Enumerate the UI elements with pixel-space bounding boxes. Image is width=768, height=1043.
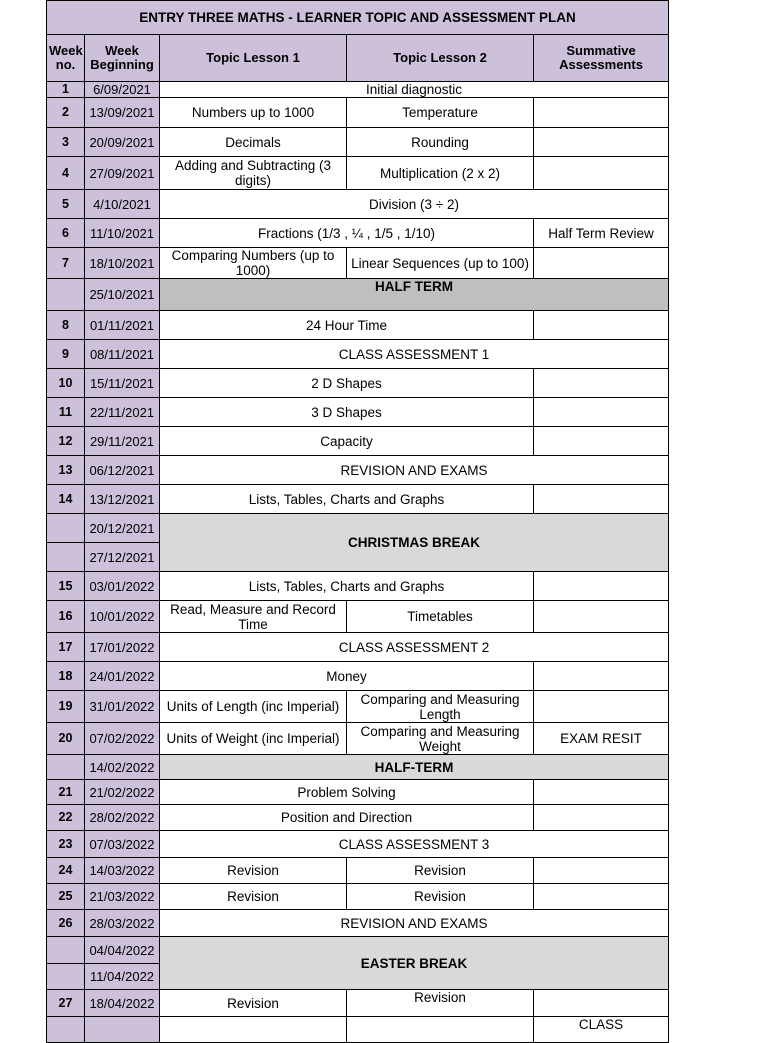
header-week-no: Week no. bbox=[47, 35, 85, 82]
summative-assessment-cell: CLASS bbox=[534, 1017, 669, 1043]
week-number-cell: 2 bbox=[47, 98, 85, 128]
topic-lesson-2-cell bbox=[347, 1017, 534, 1043]
topic-lesson-1-cell: Numbers up to 1000 bbox=[160, 98, 347, 128]
table-row bbox=[47, 691, 669, 723]
week-number-cell: 26 bbox=[47, 910, 85, 937]
week-number-cell: 18 bbox=[47, 662, 85, 691]
table-row bbox=[47, 190, 669, 219]
full-width-topic-cell: REVISION AND EXAMS bbox=[160, 910, 669, 937]
table-row bbox=[47, 219, 669, 248]
topic-lesson-1-cell: Adding and Subtracting (3 digits) bbox=[160, 157, 347, 190]
combined-topic-cell: 3 D Shapes bbox=[160, 398, 534, 427]
week-number-cell bbox=[47, 755, 85, 780]
week-beginning-cell: 11/04/2022 bbox=[85, 964, 160, 990]
table-row bbox=[47, 456, 669, 485]
table-row bbox=[47, 572, 669, 601]
week-number-cell: 12 bbox=[47, 427, 85, 456]
full-width-topic-cell: Initial diagnostic bbox=[160, 82, 669, 98]
table-row bbox=[47, 937, 669, 964]
summative-assessment-cell bbox=[534, 157, 669, 190]
table-row bbox=[47, 279, 669, 311]
week-beginning-cell: 20/09/2021 bbox=[85, 128, 160, 157]
combined-topic-cell: Fractions (1/3 , ¼ , 1/5 , 1/10) bbox=[160, 219, 534, 248]
full-width-topic-cell: CLASS ASSESSMENT 1 bbox=[160, 340, 669, 369]
combined-topic-cell: Position and Direction bbox=[160, 805, 534, 831]
summative-assessment-cell: EXAM RESIT bbox=[534, 723, 669, 755]
week-number-cell: 5 bbox=[47, 190, 85, 219]
week-number-cell bbox=[47, 514, 85, 543]
table-row bbox=[47, 990, 669, 1017]
week-number-cell: 13 bbox=[47, 456, 85, 485]
header-topic-lesson-2: Topic Lesson 2 bbox=[347, 35, 534, 82]
summative-assessment-cell bbox=[534, 858, 669, 884]
header-topic-lesson-1: Topic Lesson 1 bbox=[160, 35, 347, 82]
week-number-cell: 7 bbox=[47, 248, 85, 279]
week-number-cell: 1 bbox=[47, 82, 85, 98]
combined-topic-cell: Lists, Tables, Charts and Graphs bbox=[160, 572, 534, 601]
topic-lesson-2-cell: Revision bbox=[347, 990, 534, 1017]
week-number-cell bbox=[47, 964, 85, 990]
week-number-cell: 6 bbox=[47, 219, 85, 248]
week-beginning-cell: 29/11/2021 bbox=[85, 427, 160, 456]
table-row bbox=[47, 662, 669, 691]
week-number-cell: 8 bbox=[47, 311, 85, 340]
week-number-cell: 17 bbox=[47, 633, 85, 662]
break-cell: HALF-TERM bbox=[160, 755, 669, 780]
week-beginning-cell: 21/02/2022 bbox=[85, 780, 160, 805]
full-width-topic-cell: Division (3 ÷ 2) bbox=[160, 190, 669, 219]
week-number-cell bbox=[47, 937, 85, 964]
week-beginning-cell: 14/03/2022 bbox=[85, 858, 160, 884]
table-row bbox=[47, 157, 669, 190]
topic-lesson-2-cell: Revision bbox=[347, 858, 534, 884]
combined-topic-cell: Capacity bbox=[160, 427, 534, 456]
week-beginning-cell: 6/09/2021 bbox=[85, 82, 160, 98]
week-number-cell: 25 bbox=[47, 884, 85, 910]
table-body bbox=[47, 1, 669, 1043]
week-number-cell: 23 bbox=[47, 831, 85, 858]
summative-assessment-cell bbox=[534, 485, 669, 514]
week-beginning-cell: 01/11/2021 bbox=[85, 311, 160, 340]
summative-assessment-cell bbox=[534, 662, 669, 691]
topic-lesson-2-cell: Linear Sequences (up to 100) bbox=[347, 248, 534, 279]
table-row bbox=[47, 884, 669, 910]
week-number-cell: 3 bbox=[47, 128, 85, 157]
week-beginning-cell: 04/04/2022 bbox=[85, 937, 160, 964]
topic-lesson-2-cell: Temperature bbox=[347, 98, 534, 128]
week-number-cell bbox=[47, 543, 85, 572]
week-beginning-cell: 10/01/2022 bbox=[85, 601, 160, 633]
week-number-cell bbox=[47, 279, 85, 311]
week-beginning-cell: 11/10/2021 bbox=[85, 219, 160, 248]
table-row bbox=[47, 633, 669, 662]
week-beginning-cell: 13/12/2021 bbox=[85, 485, 160, 514]
topic-lesson-1-cell bbox=[160, 1017, 347, 1043]
week-number-cell: 21 bbox=[47, 780, 85, 805]
table-row bbox=[47, 128, 669, 157]
table-row bbox=[47, 248, 669, 279]
combined-topic-cell: 24 Hour Time bbox=[160, 311, 534, 340]
topic-lesson-2-cell: Timetables bbox=[347, 601, 534, 633]
topic-lesson-1-cell: Revision bbox=[160, 858, 347, 884]
header-row bbox=[47, 35, 669, 82]
header-week-beginning: Week Beginning bbox=[85, 35, 160, 82]
summative-assessment-cell bbox=[534, 990, 669, 1017]
week-beginning-cell: 27/12/2021 bbox=[85, 543, 160, 572]
week-beginning-cell: 08/11/2021 bbox=[85, 340, 160, 369]
table-row bbox=[47, 780, 669, 805]
table-row bbox=[47, 398, 669, 427]
week-beginning-cell: 28/02/2022 bbox=[85, 805, 160, 831]
topic-lesson-1-cell: Revision bbox=[160, 990, 347, 1017]
week-beginning-cell: 24/01/2022 bbox=[85, 662, 160, 691]
summative-assessment-cell: Half Term Review bbox=[534, 219, 669, 248]
week-beginning-cell: 31/01/2022 bbox=[85, 691, 160, 723]
summative-assessment-cell bbox=[534, 601, 669, 633]
summative-assessment-cell bbox=[534, 691, 669, 723]
table-row bbox=[47, 485, 669, 514]
table-row bbox=[47, 858, 669, 884]
table-row bbox=[47, 98, 669, 128]
topic-lesson-1-cell: Revision bbox=[160, 884, 347, 910]
table-row bbox=[47, 601, 669, 633]
plan-title: ENTRY THREE MATHS - LEARNER TOPIC AND ASSESSMENT PLAN bbox=[47, 1, 669, 35]
table-row bbox=[47, 82, 669, 98]
week-number-cell: 10 bbox=[47, 369, 85, 398]
break-cell: CHRISTMAS BREAK bbox=[160, 514, 669, 572]
topic-lesson-1-cell: Read, Measure and Record Time bbox=[160, 601, 347, 633]
week-beginning-cell: 06/12/2021 bbox=[85, 456, 160, 485]
week-beginning-cell bbox=[85, 1017, 160, 1043]
summative-assessment-cell bbox=[534, 427, 669, 456]
week-beginning-cell: 14/02/2022 bbox=[85, 755, 160, 780]
table-row bbox=[47, 805, 669, 831]
week-number-cell bbox=[47, 1017, 85, 1043]
table-row bbox=[47, 755, 669, 780]
summative-assessment-cell bbox=[534, 780, 669, 805]
week-number-cell: 11 bbox=[47, 398, 85, 427]
topic-lesson-2-cell: Comparing and Measuring Length bbox=[347, 691, 534, 723]
summative-assessment-cell bbox=[534, 248, 669, 279]
table-row bbox=[47, 514, 669, 543]
title-row bbox=[47, 1, 669, 35]
topic-lesson-2-cell: Multiplication (2 x 2) bbox=[347, 157, 534, 190]
week-beginning-cell: 07/03/2022 bbox=[85, 831, 160, 858]
summative-assessment-cell bbox=[534, 128, 669, 157]
table-row bbox=[47, 311, 669, 340]
topic-assessment-plan-table bbox=[46, 0, 669, 1043]
combined-topic-cell: Lists, Tables, Charts and Graphs bbox=[160, 485, 534, 514]
week-beginning-cell: 28/03/2022 bbox=[85, 910, 160, 937]
week-beginning-cell: 13/09/2021 bbox=[85, 98, 160, 128]
summative-assessment-cell bbox=[534, 369, 669, 398]
full-width-topic-cell: REVISION AND EXAMS bbox=[160, 456, 669, 485]
summative-assessment-cell bbox=[534, 572, 669, 601]
summative-assessment-cell bbox=[534, 98, 669, 128]
table-row bbox=[47, 831, 669, 858]
week-beginning-cell: 22/11/2021 bbox=[85, 398, 160, 427]
table-row bbox=[47, 340, 669, 369]
topic-lesson-1-cell: Units of Length (inc Imperial) bbox=[160, 691, 347, 723]
summative-assessment-cell bbox=[534, 884, 669, 910]
break-cell: HALF TERM bbox=[160, 279, 669, 311]
full-width-topic-cell: CLASS ASSESSMENT 2 bbox=[160, 633, 669, 662]
week-beginning-cell: 20/12/2021 bbox=[85, 514, 160, 543]
break-cell: EASTER BREAK bbox=[160, 937, 669, 990]
week-beginning-cell: 07/02/2022 bbox=[85, 723, 160, 755]
week-beginning-cell: 27/09/2021 bbox=[85, 157, 160, 190]
combined-topic-cell: 2 D Shapes bbox=[160, 369, 534, 398]
table-row bbox=[47, 1017, 669, 1043]
table-row bbox=[47, 427, 669, 456]
topic-lesson-2-cell: Rounding bbox=[347, 128, 534, 157]
week-number-cell: 22 bbox=[47, 805, 85, 831]
week-beginning-cell: 15/11/2021 bbox=[85, 369, 160, 398]
table-row bbox=[47, 369, 669, 398]
full-width-topic-cell: CLASS ASSESSMENT 3 bbox=[160, 831, 669, 858]
header-summative-assessments: Summative Assessments bbox=[534, 35, 669, 82]
week-beginning-cell: 18/04/2022 bbox=[85, 990, 160, 1017]
topic-lesson-2-cell: Comparing and Measuring Weight bbox=[347, 723, 534, 755]
combined-topic-cell: Problem Solving bbox=[160, 780, 534, 805]
topic-lesson-1-cell: Decimals bbox=[160, 128, 347, 157]
week-beginning-cell: 21/03/2022 bbox=[85, 884, 160, 910]
week-beginning-cell: 18/10/2021 bbox=[85, 248, 160, 279]
week-beginning-cell: 25/10/2021 bbox=[85, 279, 160, 311]
topic-lesson-1-cell: Comparing Numbers (up to 1000) bbox=[160, 248, 347, 279]
week-number-cell: 24 bbox=[47, 858, 85, 884]
topic-lesson-1-cell: Units of Weight (inc Imperial) bbox=[160, 723, 347, 755]
week-number-cell: 19 bbox=[47, 691, 85, 723]
week-number-cell: 20 bbox=[47, 723, 85, 755]
summative-assessment-cell bbox=[534, 311, 669, 340]
week-number-cell: 16 bbox=[47, 601, 85, 633]
combined-topic-cell: Money bbox=[160, 662, 534, 691]
week-beginning-cell: 17/01/2022 bbox=[85, 633, 160, 662]
week-number-cell: 9 bbox=[47, 340, 85, 369]
summative-assessment-cell bbox=[534, 398, 669, 427]
table-row bbox=[47, 910, 669, 937]
summative-assessment-cell bbox=[534, 805, 669, 831]
topic-lesson-2-cell: Revision bbox=[347, 884, 534, 910]
week-number-cell: 15 bbox=[47, 572, 85, 601]
week-beginning-cell: 03/01/2022 bbox=[85, 572, 160, 601]
week-number-cell: 4 bbox=[47, 157, 85, 190]
week-number-cell: 27 bbox=[47, 990, 85, 1017]
week-beginning-cell: 4/10/2021 bbox=[85, 190, 160, 219]
table-row bbox=[47, 723, 669, 755]
week-number-cell: 14 bbox=[47, 485, 85, 514]
